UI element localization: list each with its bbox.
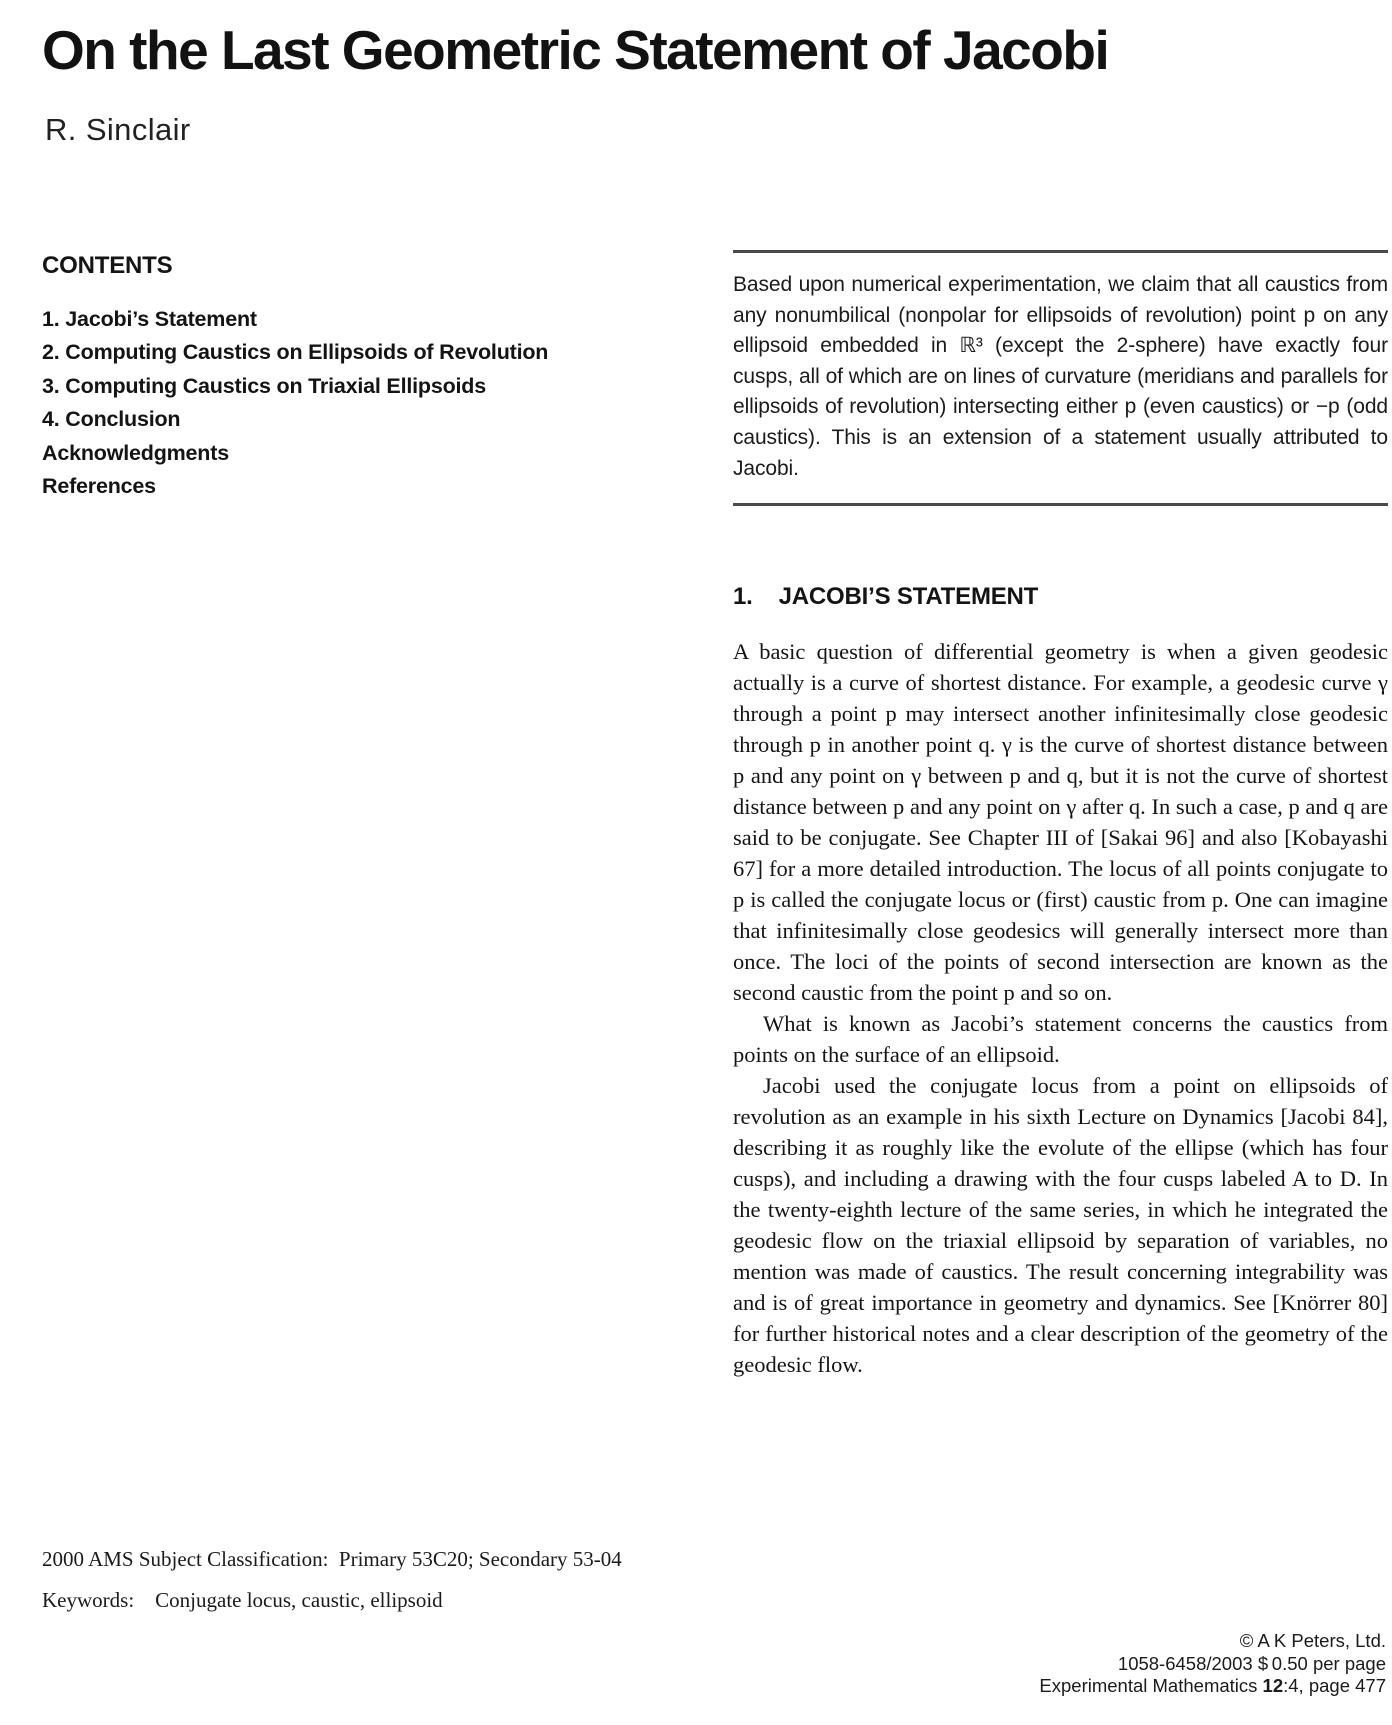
section-1-body: [733, 636, 1388, 1380]
body-paragraph-1: A basic question of differential geometry is when a given geodesic actually is a curve of shortest distance. For example, a geodesic curve γ through a point p may intersect another infinitesimally close geodesic through p in another point q. γ is the curve of shortest distance between p and any point on γ between p and q, but it is not the curve of shortest distance between p and any point on γ after q. In such a case, p and q are said to be conjugate. See Chapter III of [Sakai 96] and also [Kobayashi 67] for a more detailed introduction. The locus of all points conjugate to p is called the conjugate locus or (first) caustic from p. One can imagine that infinitesimally close geodesics will generally intersect more than once. The loci of the points of second intersection are known as the second caustic from the point p and so on.: [733, 639, 1388, 1006]
contents-item-references: References: [42, 474, 156, 499]
imprint-volume: 12: [1262, 1675, 1284, 1696]
contents-item-acknowledgments: Acknowledgments: [42, 440, 229, 465]
body-paragraph-3: Jacobi used the conjugate locus from a point on ellipsoids of revolution as an example in his sixth Lecture on Dynamics [Jacobi 84], describing it as roughly like the evolute of the ellipse (which has four cusps), and including a drawing with the four cusps labeled A to D. In the twenty-eighth lecture of the same series, in which he integrated the geodesic flow on the triaxial ellipsoid by separation of variables, no mention was made of caustics. The result concerning integrability was and is of great importance in geometry and dynamics. See [Knörrer 80] for further historical notes and a clear description of the geometry of the geodesic flow.: [733, 1073, 1388, 1378]
abstract-rule-top: [733, 250, 1388, 253]
footnotes-block: [42, 1547, 682, 1613]
contents-item-1: 1. Jacobi’s Statement: [42, 307, 257, 331]
contents-item-4: 4. Conclusion: [42, 407, 181, 432]
imprint-copyright: © A K Peters, Ltd.: [1239, 1630, 1386, 1651]
abstract-text: Based upon numerical experimentation, we claim that all caustics from any nonumbilical (nonpolar for ellipsoids of revolution) point p on any ellipsoid embedded in ℝ³ (except the 2-sphere) have exactly four cusps, all of which are on lines of curvature (meridians and parallels for ellipsoids of revolution) intersecting either p (even caustics) or −p (odd caustics). This is an extension of a statement usually attributed to Jacobi.: [733, 273, 1388, 480]
imprint-issue-page: :4, page 477: [1283, 1675, 1386, 1696]
contents-list: [42, 303, 662, 503]
journal-imprint: [786, 1630, 1386, 1698]
section-1-title: JACOBI’S STATEMENT: [778, 583, 1039, 611]
contents-heading: CONTENTS: [42, 252, 173, 279]
author-name: R. Sinclair: [45, 112, 191, 147]
right-column: [733, 250, 1388, 1380]
imprint-journal-ref: [786, 1675, 1386, 1698]
imprint-issn-price: 1058-6458/2003 $ 0.50 per page: [1117, 1652, 1386, 1674]
imprint-journal-name: Experimental Mathematics: [1039, 1675, 1263, 1696]
section-1-number: 1.: [733, 583, 753, 611]
abstract-rule-bottom: [733, 503, 1388, 506]
ams-classification: 2000 AMS Subject Classification: Primary 53C20; Secondary 53-04: [42, 1547, 622, 1571]
section-1-heading: [733, 583, 1388, 611]
body-paragraph-2: What is known as Jacobi’s statement concerns the caustics from points on the surface of an ellipsoid.: [733, 1011, 1388, 1068]
contents-section: [42, 252, 662, 503]
contents-item-2: 2. Computing Caustics on Ellipsoids of Revolution: [42, 340, 549, 365]
paper-title: On the Last Geometric Statement of Jacobi: [42, 19, 1109, 81]
keywords-line: Keywords: Conjugate locus, caustic, ellipsoid: [42, 1588, 443, 1612]
contents-item-3: 3. Computing Caustics on Triaxial Ellipsoids: [42, 373, 486, 398]
